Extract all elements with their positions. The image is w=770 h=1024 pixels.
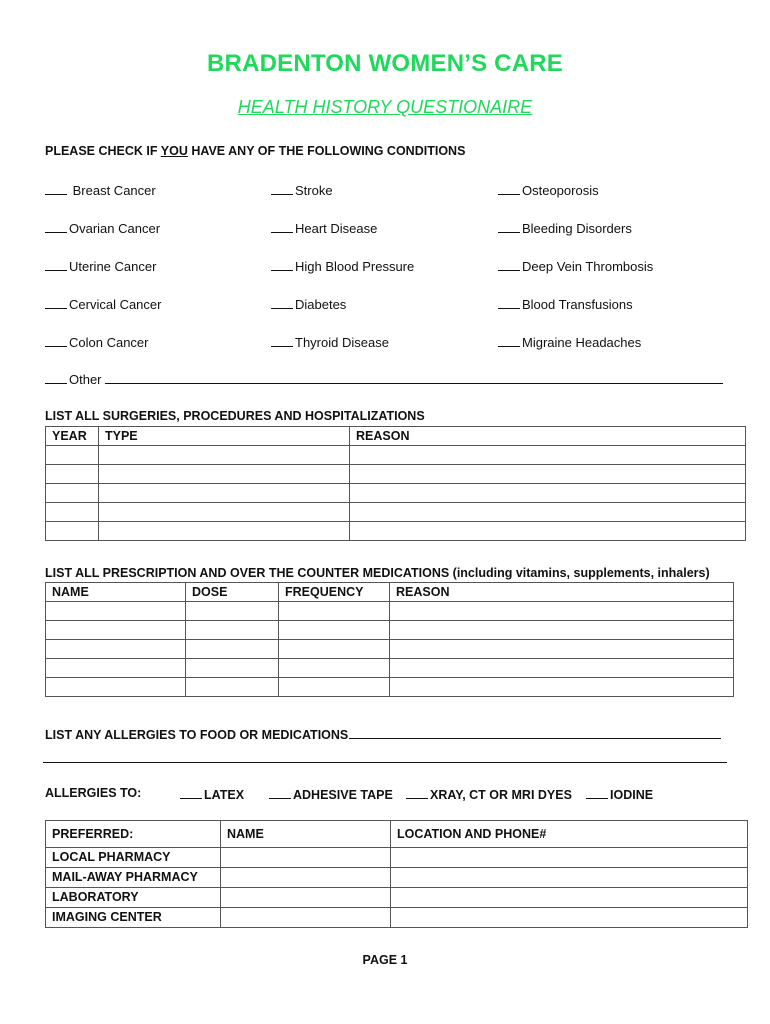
condition-label: Thyroid Disease bbox=[295, 335, 389, 350]
checkbox-blank[interactable] bbox=[180, 786, 202, 799]
condition-label: Uterine Cancer bbox=[69, 259, 157, 274]
condition-label: Stroke bbox=[295, 183, 333, 198]
condition-ovarian-cancer[interactable] bbox=[45, 220, 160, 236]
condition-blood-transfusions[interactable] bbox=[498, 296, 633, 312]
checkbox-blank[interactable] bbox=[271, 334, 293, 347]
table-cell[interactable] bbox=[279, 678, 390, 697]
allergies-input-line[interactable] bbox=[349, 726, 721, 739]
medications-heading: LIST ALL PRESCRIPTION AND OVER THE COUNTER MEDICATIONS (including vitamins, supplements, inhalers) bbox=[45, 566, 710, 580]
table-cell[interactable] bbox=[46, 484, 99, 503]
checkbox-blank[interactable] bbox=[269, 786, 291, 799]
condition-label: Ovarian Cancer bbox=[69, 221, 161, 236]
preferred-providers-table bbox=[45, 820, 748, 928]
table-cell[interactable] bbox=[46, 602, 186, 621]
instruction-you: YOU bbox=[160, 144, 188, 158]
checkbox-blank[interactable] bbox=[271, 182, 293, 195]
table-cell[interactable] bbox=[99, 522, 350, 541]
table-cell[interactable] bbox=[99, 446, 350, 465]
allergies-heading: LIST ANY ALLERGIES TO FOOD OR MEDICATIONS bbox=[45, 728, 349, 742]
table-cell[interactable] bbox=[46, 659, 186, 678]
table-cell[interactable] bbox=[186, 640, 279, 659]
col-header-reason: REASON bbox=[350, 427, 746, 446]
divider-line bbox=[43, 762, 727, 763]
condition-label: Colon Cancer bbox=[69, 335, 149, 350]
table-row[interactable] bbox=[46, 640, 734, 659]
table-cell[interactable] bbox=[350, 446, 746, 465]
condition-label: Other bbox=[69, 372, 102, 387]
condition-label: Cervical Cancer bbox=[69, 297, 162, 312]
condition-uterine-cancer[interactable] bbox=[45, 258, 156, 274]
checkbox-blank[interactable] bbox=[45, 182, 67, 195]
table-row[interactable] bbox=[46, 621, 734, 640]
provider-type-local-pharmacy: LOCAL PHARMACY bbox=[46, 848, 221, 868]
condition-label: Bleeding Disorders bbox=[522, 221, 632, 236]
medications-table bbox=[45, 582, 734, 697]
conditions-instruction bbox=[45, 144, 465, 158]
table-row[interactable] bbox=[46, 503, 746, 522]
checkbox-blank[interactable] bbox=[271, 258, 293, 271]
page-title: BRADENTON WOMEN’S CARE bbox=[207, 50, 563, 77]
allergy-option-adhesive-tape[interactable] bbox=[269, 786, 393, 802]
table-cell[interactable] bbox=[221, 848, 391, 868]
table-cell[interactable] bbox=[46, 640, 186, 659]
table-cell[interactable] bbox=[390, 678, 734, 697]
allergy-option-label: LATEX bbox=[204, 788, 245, 802]
table-cell[interactable] bbox=[46, 522, 99, 541]
checkbox-blank[interactable] bbox=[45, 371, 67, 384]
table-row[interactable] bbox=[46, 446, 746, 465]
table-cell[interactable] bbox=[46, 621, 186, 640]
checkbox-blank[interactable] bbox=[271, 220, 293, 233]
allergy-option-label: ADHESIVE TAPE bbox=[293, 788, 393, 802]
other-input-line[interactable] bbox=[105, 371, 723, 384]
condition-diabetes[interactable] bbox=[271, 296, 346, 312]
checkbox-blank[interactable] bbox=[498, 296, 520, 309]
condition-label: Blood Transfusions bbox=[522, 297, 633, 312]
checkbox-blank[interactable] bbox=[586, 786, 608, 799]
col-header-type: TYPE bbox=[99, 427, 350, 446]
table-row[interactable] bbox=[46, 484, 746, 503]
table-cell[interactable] bbox=[350, 484, 746, 503]
table-row[interactable] bbox=[46, 908, 748, 928]
table-row[interactable] bbox=[46, 888, 748, 908]
table-row[interactable] bbox=[46, 868, 748, 888]
allergy-option-label: XRAY, CT OR MRI DYES bbox=[430, 788, 572, 802]
table-cell[interactable] bbox=[186, 602, 279, 621]
table-cell[interactable] bbox=[186, 678, 279, 697]
table-cell[interactable] bbox=[46, 465, 99, 484]
col-header-name: NAME bbox=[46, 583, 186, 602]
table-cell[interactable] bbox=[279, 621, 390, 640]
checkbox-blank[interactable] bbox=[45, 334, 67, 347]
col-header-year: YEAR bbox=[46, 427, 99, 446]
table-cell[interactable] bbox=[221, 888, 391, 908]
table-row[interactable] bbox=[46, 602, 734, 621]
condition-other[interactable] bbox=[45, 371, 723, 387]
form-subtitle: HEALTH HISTORY QUESTIONAIRE bbox=[237, 97, 533, 117]
table-header-row bbox=[46, 583, 734, 602]
condition-migraine-headaches[interactable] bbox=[498, 334, 641, 350]
surgeries-table bbox=[45, 426, 746, 541]
condition-breast-cancer[interactable] bbox=[45, 182, 156, 198]
table-cell[interactable] bbox=[46, 503, 99, 522]
instruction-text-pre: PLEASE CHECK IF bbox=[45, 144, 161, 158]
table-row[interactable] bbox=[46, 659, 734, 678]
checkbox-blank[interactable] bbox=[498, 258, 520, 271]
surgeries-heading: LIST ALL SURGERIES, PROCEDURES AND HOSPITALIZATIONS bbox=[45, 409, 425, 423]
table-cell[interactable] bbox=[390, 659, 734, 678]
table-cell[interactable] bbox=[279, 602, 390, 621]
provider-type-laboratory: LABORATORY bbox=[46, 888, 221, 908]
condition-thyroid-disease[interactable] bbox=[271, 334, 389, 350]
table-header-row bbox=[46, 427, 746, 446]
checkbox-blank[interactable] bbox=[498, 182, 520, 195]
checkbox-blank[interactable] bbox=[498, 220, 520, 233]
table-cell[interactable] bbox=[391, 908, 748, 928]
condition-label: Migraine Headaches bbox=[522, 335, 642, 350]
col-header-dose: DOSE bbox=[186, 583, 279, 602]
table-cell[interactable] bbox=[99, 503, 350, 522]
condition-label: Osteoporosis bbox=[522, 183, 599, 198]
checkbox-blank[interactable] bbox=[45, 258, 67, 271]
table-row[interactable] bbox=[46, 465, 746, 484]
table-cell[interactable] bbox=[391, 888, 748, 908]
provider-type-imaging-center: IMAGING CENTER bbox=[46, 908, 221, 928]
condition-label: Diabetes bbox=[295, 297, 347, 312]
table-cell[interactable] bbox=[391, 868, 748, 888]
condition-label: Breast Cancer bbox=[72, 183, 156, 198]
table-cell[interactable] bbox=[46, 446, 99, 465]
page-number: PAGE 1 bbox=[362, 953, 408, 967]
allergy-option-label: IODINE bbox=[610, 788, 654, 802]
provider-type-mail-away-pharmacy: MAIL-AWAY PHARMACY bbox=[46, 868, 221, 888]
table-cell[interactable] bbox=[221, 908, 391, 928]
table-cell[interactable] bbox=[279, 640, 390, 659]
col-header-name: NAME bbox=[221, 821, 391, 848]
table-cell[interactable] bbox=[390, 640, 734, 659]
allergy-option-latex[interactable] bbox=[180, 786, 244, 802]
table-cell[interactable] bbox=[350, 522, 746, 541]
table-header-row bbox=[46, 821, 748, 848]
table-cell[interactable] bbox=[350, 503, 746, 522]
table-cell[interactable] bbox=[221, 868, 391, 888]
condition-heart-disease[interactable] bbox=[271, 220, 377, 236]
condition-high-blood-pressure[interactable] bbox=[271, 258, 414, 274]
table-cell[interactable] bbox=[390, 602, 734, 621]
instruction-text-post: HAVE ANY OF THE FOLLOWING CONDITIONS bbox=[187, 144, 466, 158]
table-cell[interactable] bbox=[46, 678, 186, 697]
condition-colon-cancer[interactable] bbox=[45, 334, 149, 350]
table-cell[interactable] bbox=[390, 621, 734, 640]
table-row[interactable] bbox=[46, 678, 734, 697]
table-row[interactable] bbox=[46, 522, 746, 541]
condition-deep-vein-thrombosis[interactable] bbox=[498, 258, 653, 274]
table-cell[interactable] bbox=[391, 848, 748, 868]
table-cell[interactable] bbox=[186, 621, 279, 640]
checkbox-blank[interactable] bbox=[498, 334, 520, 347]
allergy-option-imaging-dyes[interactable] bbox=[406, 786, 572, 802]
col-header-location-phone: LOCATION AND PHONE# bbox=[391, 821, 748, 848]
col-header-frequency: FREQUENCY bbox=[279, 583, 390, 602]
condition-osteoporosis[interactable] bbox=[498, 182, 599, 198]
condition-label: High Blood Pressure bbox=[295, 259, 415, 274]
condition-bleeding-disorders[interactable] bbox=[498, 220, 632, 236]
condition-label: Deep Vein Thrombosis bbox=[522, 259, 654, 274]
table-cell[interactable] bbox=[186, 659, 279, 678]
col-header-reason: REASON bbox=[390, 583, 734, 602]
table-row[interactable] bbox=[46, 848, 748, 868]
checkbox-blank[interactable] bbox=[45, 220, 67, 233]
allergies-to-label: ALLERGIES TO: bbox=[45, 786, 142, 800]
table-cell[interactable] bbox=[279, 659, 390, 678]
table-cell[interactable] bbox=[99, 465, 350, 484]
checkbox-blank[interactable] bbox=[45, 296, 67, 309]
condition-cervical-cancer[interactable] bbox=[45, 296, 161, 312]
checkbox-blank[interactable] bbox=[271, 296, 293, 309]
checkbox-blank[interactable] bbox=[406, 786, 428, 799]
allergies-line[interactable] bbox=[45, 726, 721, 742]
allergy-option-iodine[interactable] bbox=[586, 786, 653, 802]
condition-label: Heart Disease bbox=[295, 221, 378, 236]
table-cell[interactable] bbox=[350, 465, 746, 484]
col-header-preferred: PREFERRED: bbox=[46, 821, 221, 848]
condition-stroke[interactable] bbox=[271, 182, 333, 198]
table-cell[interactable] bbox=[99, 484, 350, 503]
